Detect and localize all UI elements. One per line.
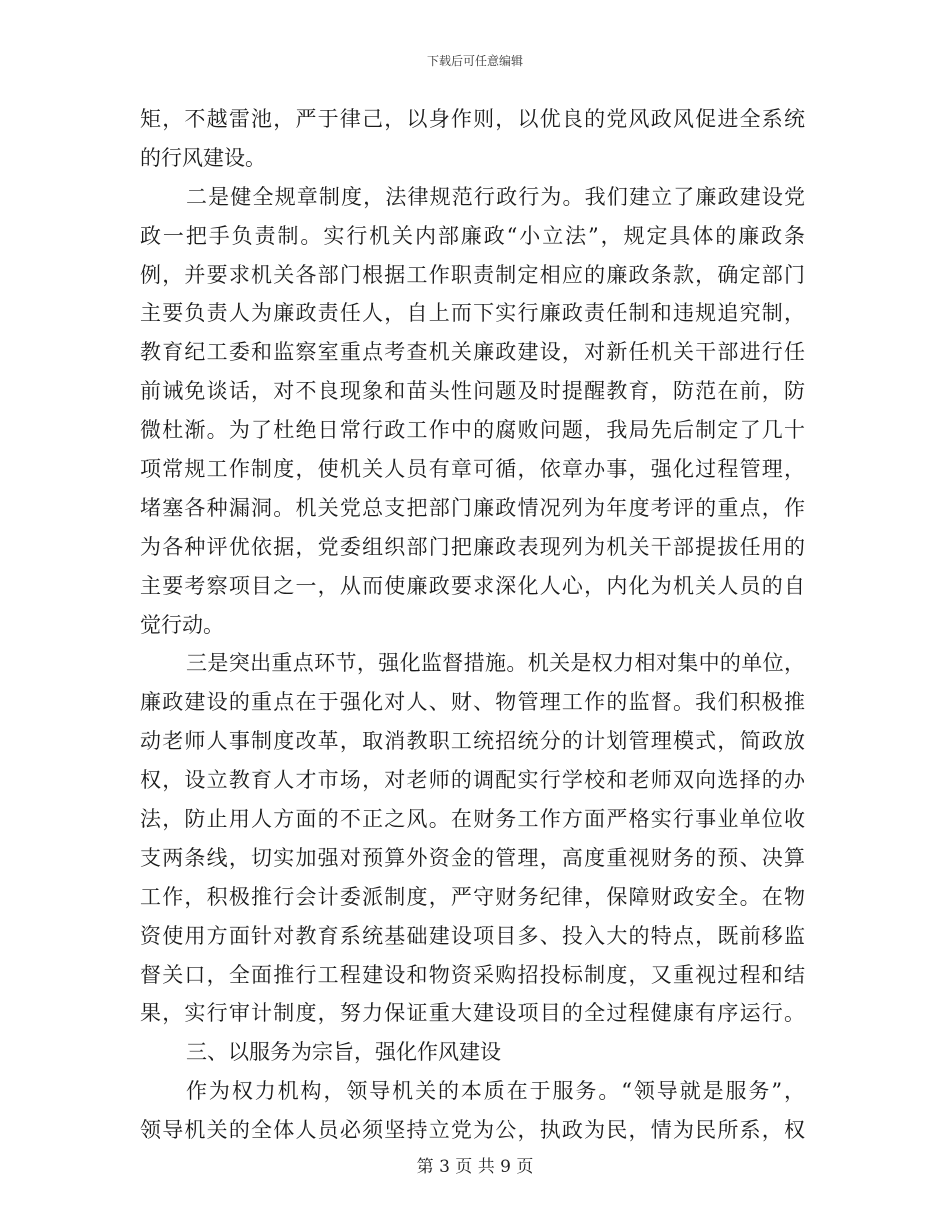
text-line: 觉行动。: [140, 612, 224, 637]
page-header: 下载后可任意编辑: [426, 54, 523, 68]
text-line: 法，防止用人方面的不正之风。在财务工作方面严格实行事业单位收: [140, 807, 805, 832]
text-line: 教育纪工委和监察室重点考查机关廉政建设，对新任机关干部进行任: [140, 340, 805, 365]
text-line: 的行风建设。: [140, 145, 266, 170]
text-line: 主要考察项目之一，从而使廉政要求深化人心，内化为机关人员的自: [140, 573, 805, 598]
text-line: 微杜渐。为了杜绝日常行政工作中的腐败问题，我局先后制定了几十: [140, 418, 805, 443]
text-line: 二是健全规章制度，法律规范行政行为。我们建立了廉政建设党: [186, 184, 805, 209]
text-line: 支两条线，切实加强对预算外资金的管理，高度重视财务的预、决算: [140, 845, 805, 870]
text-line: 督关口，全面推行工程建设和物资采购招投标制度，又重视过程和结: [140, 962, 805, 987]
document-body: [140, 100, 805, 1150]
text-line: 资使用方面针对教育系统基础建设项目多、投入大的特点，既前移监: [140, 923, 805, 948]
text-line: 项常规工作制度，使机关人员有章可循，依章办事，强化过程管理，: [140, 457, 805, 482]
text-line: 政一把手负责制。实行机关内部廉政“小立法”，规定具体的廉政条: [140, 223, 805, 248]
text-line: 为各种评优依据，党委组织部门把廉政表现列为机关干部提拔任用的: [140, 534, 805, 559]
page-number-footer: 第 3 页 共 9 页: [416, 1157, 534, 1177]
text-line: 堵塞各种漏洞。机关党总支把部门廉政情况列为年度考评的重点，作: [140, 495, 805, 520]
text-line: 廉政建设的重点在于强化对人、财、物管理工作的监督。我们积极推: [140, 690, 805, 715]
text-line: 权，设立教育人才市场，对老师的调配实行学校和老师双向选择的办: [140, 768, 805, 793]
text-line: 果，实行审计制度，努力保证重大建设项目的全过程健康有序运行。: [140, 1001, 805, 1026]
text-line: 矩，不越雷池，严于律己，以身作则，以优良的党风政风促进全系统: [140, 107, 805, 131]
text-line: 主要负责人为廉政责任人，自上而下实行廉政责任制和违规追究制，: [140, 301, 805, 326]
text-line: 作为权力机构，领导机关的本质在于服务。“领导就是服务”，: [186, 1079, 805, 1104]
text-line: 例，并要求机关各部门根据工作职责制定相应的廉政条款，确定部门: [140, 262, 805, 287]
text-line: 工作，积极推行会计委派制度，严守财务纪律，保障财政安全。在物: [140, 884, 805, 909]
text-line: 三是突出重点环节，强化监督措施。机关是权力相对集中的单位，: [186, 651, 805, 676]
text-line: 动老师人事制度改革，取消教职工统招统分的计划管理模式，简政放: [140, 729, 805, 754]
text-line: 前诫免谈话，对不良现象和苗头性问题及时提醒教育，防范在前，防: [140, 379, 805, 404]
text-line: 领导机关的全体人员必须坚持立党为公，执政为民，情为民所系，权: [140, 1118, 805, 1143]
text-line: 三、以服务为宗旨，强化作风建设: [186, 1040, 501, 1065]
